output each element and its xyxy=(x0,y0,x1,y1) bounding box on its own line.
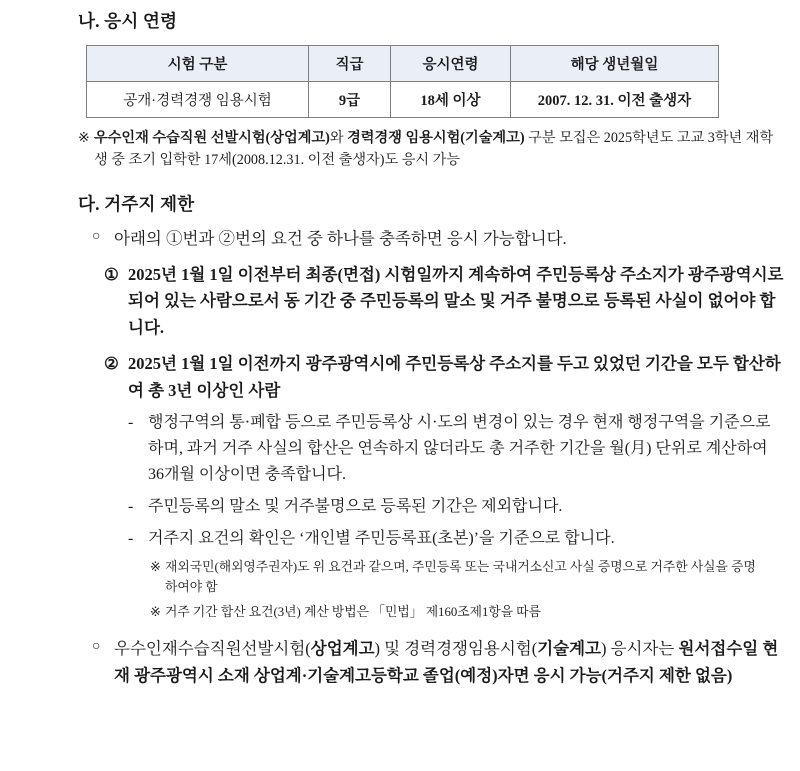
number-two-circled-icon: ② xyxy=(104,353,119,373)
table-header-cell: 직급 xyxy=(309,46,391,82)
list-item-condition-2 xyxy=(104,351,788,404)
note-segment-bold-1: 우수인재 수습직원 선발시험(상업계고) xyxy=(94,130,330,146)
section-heading-age: 나. 응시 연령 xyxy=(78,11,178,31)
table-cell-grade: 9급 xyxy=(309,82,391,118)
list-item-text: 행정구역의 통·폐합 등으로 주민등록상 시·도의 변경이 있는 경우 현재 행정구역을 기준으로 하며, 과거 거주 사실의 합산은 연속하지 않더라도 총 거주한 기간을 월(月) 단위로 계산하여 36개월 이상이면 충족합니다. xyxy=(148,414,771,484)
table-header-row xyxy=(87,46,719,82)
circle-bullet-icon: ○ xyxy=(92,229,101,244)
note-segment-bold-2: 경력경쟁 임용시험(기술계고) xyxy=(347,130,525,146)
list-item-text: 거주 기간 합산 요건(3년) 계산 방법은 「민법」 제160조제1항을 따름 xyxy=(165,604,542,619)
note-segment-plain-2: 구분 모집은 2025학년도 고교 3학년 재학생 중 조기 입학한 17세(2008.12.31. 이전 출생자)도 응시 가능 xyxy=(94,130,774,168)
segment-plain-1: 우수인재수습직원선발시험( xyxy=(114,639,311,659)
list-item-special-schools xyxy=(92,636,786,689)
circle-bullet-icon: ○ xyxy=(92,639,101,655)
segment-plain-3: ) 응시자는 xyxy=(601,639,679,659)
list-item-subnote-3 xyxy=(128,526,784,552)
asterisk-icon: ※ xyxy=(78,130,90,146)
table-header-cell: 응시연령 xyxy=(391,46,511,82)
list-item-text: 2025년 1월 1일 이전까지 광주광역시에 주민등록상 주소지를 두고 있었던 기간을 모두 합산하여 총 3년 이상인 사람 xyxy=(128,353,781,400)
list-item-footnote-1 xyxy=(150,557,765,598)
asterisk-icon: ※ xyxy=(150,604,161,619)
list-item-footnote-2 xyxy=(150,602,765,622)
table-cell-exam-type: 공개·경력경쟁 임용시험 xyxy=(87,82,309,118)
dash-bullet-icon: - xyxy=(128,529,134,547)
list-item-text: 재외국민(해외영주권자)도 위 요건과 같으며, 주민등록 또는 국내거소신고 사실 증명으로 거주한 사실을 증명하여야 함 xyxy=(165,559,756,595)
age-table xyxy=(86,45,719,118)
table-cell-birthdate: 2007. 12. 31. 이전 출생자 xyxy=(511,82,719,118)
note-segment-plain-1: 와 xyxy=(329,130,348,146)
list-item-condition-intro xyxy=(92,226,786,253)
segment-plain-2: ) 및 경력경쟁임용시험( xyxy=(374,639,538,659)
table-cell-age: 18세 이상 xyxy=(391,82,511,118)
list-item-text: 2025년 1월 1일 이전부터 최종(면접) 시험일까지 계속하여 주민등록상 주소지가 광주광역시로 되어 있는 사람으로서 동 기간 중 주민등록의 말소 및 거주 불명으로 등록된 사실이 없어야 합니다. xyxy=(128,264,784,338)
table-header-cell: 시험 구분 xyxy=(87,46,309,82)
list-item-text: 주민등록의 말소 및 거주불명으로 등록된 기간은 제외합니다. xyxy=(148,498,563,516)
list-item-subnote-2 xyxy=(128,494,784,520)
age-table-wrapper xyxy=(86,45,718,118)
age-table-note xyxy=(78,127,784,171)
list-item-subnote-1 xyxy=(128,410,784,488)
list-item-text: 거주지 요건의 확인은 ‘개인별 주민등록표(초본)’을 기준으로 합니다. xyxy=(148,529,615,547)
number-one-circled-icon: ① xyxy=(104,264,119,284)
list-item-text: 아래의 ①번과 ②번의 요건 중 하나를 충족하면 응시 가능합니다. xyxy=(114,229,567,248)
segment-bold-1: 상업계고 xyxy=(310,639,375,659)
section-heading-residency: 다. 거주지 제한 xyxy=(78,194,195,214)
dash-bullet-icon: - xyxy=(128,498,134,516)
segment-bold-2: 기술계고 xyxy=(537,639,601,659)
table-row xyxy=(87,82,719,118)
dash-bullet-icon: - xyxy=(128,414,134,432)
list-item-condition-1 xyxy=(104,262,788,342)
table-header-cell: 해당 생년월일 xyxy=(511,46,719,82)
segment-bold-3: 원서접수일 현재 광주광역시 소재 상업계·기술계고등학교 졸업(예정)자면 응시 가능(거주지 제한 없음) xyxy=(114,639,779,685)
asterisk-icon: ※ xyxy=(150,559,161,574)
